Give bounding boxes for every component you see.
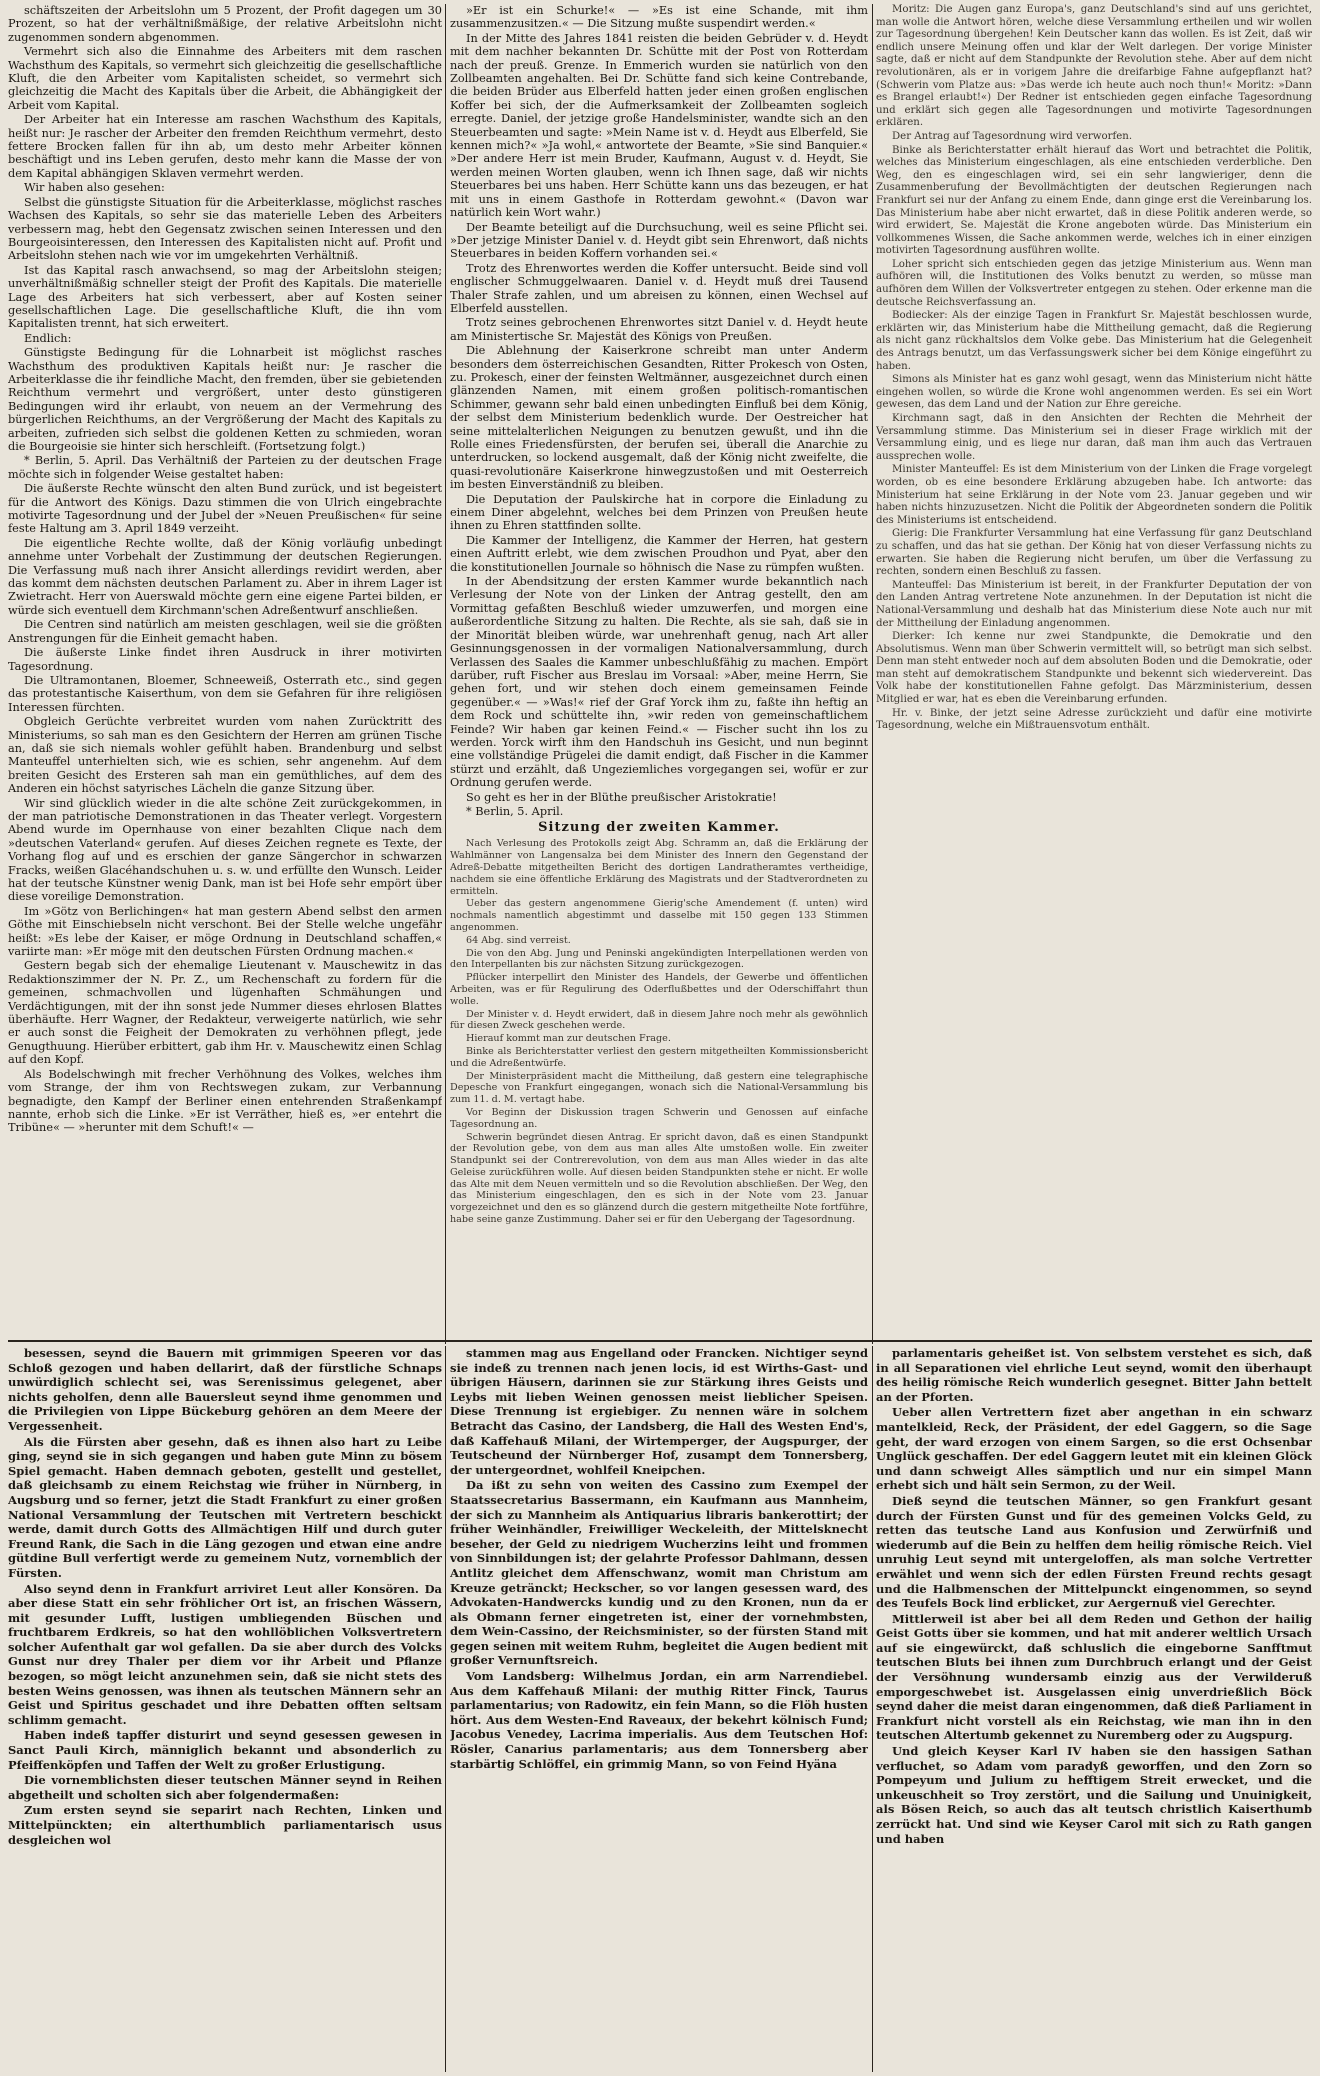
article-paragraph: Haben indeß tapffer disturirt und seynd gesessen gewesen in Sanct Pauli Kirch, männiglich bekannt und absonderlich zu Pfeiffenköpfen und Taffen der Welt zu großer Erlustigung. bbox=[8, 1728, 442, 1772]
article-paragraph: * Berlin, 5. April. bbox=[466, 804, 564, 818]
article-paragraph: Selbst die günstigste Situation für die Arbeiterklasse, möglichst rasches Wachsen des Kapitals, so sehr sie das materielle Leben des Arbeiters verbessern mag, hebt den Gegensatz zwischen seinen Interessen und den Bourgeoisinteressen, den Interessen des Kapitalisten nicht auf. Profit und Arbeitslohn stehen nach wie vor im umgekehrten Verhältniß. bbox=[8, 195, 442, 263]
column-3 bbox=[876, 4, 1312, 1344]
article-paragraph: Da ißt zu sehn von weiten des Cassino zum Exempel der Staatssecretarius Bassermann, ein Kaufmann aus Mannheim, der sich zu Mannheim als Antiquarius libraris bankerottirt; der früher Weinhändler, Freiwilliger Weckeleith, der Mittelsknecht beseher, der Geld zu niedrigem Wucherzins leiht und frommen von Sinnbildungen ist; der gelahrte Professor Dahlmann, dessen Antlitz gleichet dem Affenschwanz, womit man Christum am Kreuze getränckt; Heckscher, so vor langen gesessen ward, des Advokaten-Handwercks kundig und zu den Kronen, nun da er als Obmann ferner eingetreten ist, einer der vornehmbsten, dem Wein-Cassino, der Reichsminister, so der fürsten Stand mit gegen seinen mit weitem Ruhm, begleitet die Augen bedient mit großer Vernunftsreich. bbox=[450, 1478, 868, 1668]
column-rule bbox=[445, 1346, 446, 2072]
column-rule bbox=[445, 4, 446, 1344]
article-paragraph: Dieß seynd die teutschen Männer, so gen Frankfurt gesant durch der Fürsten Gunst und für des gemeinen Volcks Geld, zu retten das teutsche Land aus Konfusion und Zerwürfniß und wiederumb auf die Bein zu helffen dem heilig römische Reich. Viel unruhig Leut seynd mit untergeloffen, als man solche Vertretter erwählet und wenn sich der edlen Fürsten Freund rechts gesagt und die Halbmenschen der Mittelpunckt eingenommen, so seynd des Teufels Bock lind erblicket, zur Aergernuß viel Gerechter. bbox=[876, 1493, 1312, 1611]
article-paragraph: Simons als Minister hat es ganz wohl gesagt, wenn das Ministerium nicht hätte eingehen wollen, so würde die Krone wohl angenommen werden. Es sei ein Wort gewesen, das dem Land und der Nation zur Ehre gereiche. bbox=[876, 374, 1312, 411]
article-paragraph: Der Ministerpräsident macht die Mittheilung, daß gestern eine telegraphische Depesche von Frankfurt eingegangen, wonach sich die National-Versammlung bis zum 11. d. M. vertagt habe. bbox=[450, 1070, 868, 1106]
article-paragraph: Trotz seines gebrochenen Ehrenwortes sitzt Daniel v. d. Heydt heute am Ministertische Sr. Majestät des Königs von Preußen. bbox=[450, 316, 868, 343]
article-paragraph: Also seynd denn in Frankfurt arriviret Leut aller Konsören. Da aber diese Statt ein sehr fröhlicher Ort ist, an frischen Wässern, mit gesunder Lufft, lustigen umbliegenden Büschen und fruchtbarem Erdkreis, so hat den wohllöblichen Volksvertretern solcher Aufenthalt gar wol gefallen. Da sie aber durch des Volcks Gunst nur drey Thaler per diem vor ihr Arbeit und Pflanze bezogen, so mögt leicht anzunehmen sein, daß sie nicht stets des besten Weins genossen, was ihnen als teutschen Männern sehr an Geist und Spiritus geschadet und ihre Debatten offten seltsam schlimm gemacht. bbox=[8, 1581, 442, 1727]
section-heading: Sitzung der zweiten Kammer. bbox=[538, 820, 780, 836]
article-paragraph: Binke als Berichterstatter erhält hierauf das Wort und betrachtet die Politik, welches das Ministerium eingeschlagen, als eine entschieden verderbliche. Den Weg, den es eingeschlagen wird, sei ein sehr langwieriger, denn die Zusammenberufung der Bevollmächtigten der deutschen Regierungen nach Frankfurt sei nur der Anfang zu einem Ende, dann ginge erst die Vereinbarung los. Das Ministerium habe aber nicht erwartet, daß in diese Politik anderen werde, so wird erwidert, Se. Majestät die Krone angeboten würde. Das Ministerium ein vollkommenes Wissen, die Sache ankommen werde, welches ich in einer einzigen motivirten Tagesordnung ausführen wollte. bbox=[876, 144, 1312, 257]
article-paragraph: Schwerin begründet diesen Antrag. Er spricht davon, daß es einen Standpunkt der Revolution gebe, von dem aus man alles Alte umstoßen wolle. Ein zweiter Standpunkt sei der Contrerevolution, von dem aus man Alles wieder in das alte Geleise zurückführen wolle. Auf diesen beiden Standpunkten stehe er nicht. Er wolle das Alte mit dem Neuen vermitteln und so die Revolution abschließen. Der Weg, den das Ministerium eingeschlagen, den es sich in der Note vom 23. Januar vorgezeichnet und den es so glänzend durch die gestern mitgetheilte Note fortführe, habe seine ganze Zustimmung. Daher sei er für den Uebergang der Tagesordnung. bbox=[450, 1131, 868, 1226]
article-paragraph: Moritz: Die Augen ganz Europa's, ganz Deutschland's sind auf uns gerichtet, man wolle die Antwort hören, welche diese Versammlung ertheilen und wir wollen zur Tagesordnung übergehen! Kein Deutscher kann das wollen. Es ist Zeit, daß wir endlich unsere Meinung offen und klar der Welt darlegen. Der vorige Minister sagte, daß er nicht auf dem Standpunkte der Revolution stehe. Aber auf dem nicht revolutionären, als er in vorigem Jahre die dreifarbige Fahne aufgepflanzt hat? (Schwerin vom Platze aus: »Das werde ich heute auch noch thun!« Moritz: »Dann es Brangel erlaubt!«) Der Redner ist entschieden gegen einfache Tagesordnung und erklärt sich gegen alle Tagesordnungen und motivirte Tagesordnungen erklären. bbox=[876, 4, 1312, 129]
article-paragraph: Obgleich Gerüchte verbreitet wurden vom nahen Zurücktritt des Ministeriums, so sah man es den Gesichtern der Herren am grünen Tische an, daß sie sich niemals wohler gefühlt haben. Brandenburg und selbst Manteuffel unterhielten sich, wie es schien, sehr angenehm. Auf dem breiten Gesicht des Ersteren sah man ein gemüthliches, auf dem des Anderen ein höchst satyrisches Lächeln die ganze Sitzung über. bbox=[8, 715, 442, 796]
article-paragraph: besessen, seynd die Bauern mit grimmigen Speeren vor das Schloß gezogen und haben dellarirt, daß der fürstliche Schnaps unwürdiglich schlecht sei, was Serenissimus gelegenet, aber nichts geholfen, denn alle Bauersleut seynd ihme genommen und die Privilegien von Lippe Bückeburg gehören an dem Meere der Vergessenheit. bbox=[8, 1346, 442, 1433]
article-paragraph: Als Bodelschwingh mit frecher Verhöhnung des Volkes, welches ihm vom Strange, der ihm von Rechtswegen zukam, zur Verbannung begnadigte, den Kampf der Berliner einen entehrenden Straßenkampf nannte, erhob sich die Linke. »Er ist Verräther, hieß es, »er entehrt die Tribüne« — »herunter mit dem Schuft!« — bbox=[8, 1067, 442, 1135]
article-paragraph: Vor Beginn der Diskussion tragen Schwerin und Genossen auf einfache Tagesordnung an. bbox=[450, 1106, 868, 1130]
article-paragraph: Die Deputation der Paulskirche hat in corpore die Einladung zu einem Diner abgelehnt, welches bei dem Prinzen von Preußen heute ihnen zu Ehren stattfinden sollte. bbox=[450, 492, 868, 533]
article-paragraph: Günstigste Bedingung für die Lohnarbeit ist möglichst rasches Wachsthum des produktiven Kapitals heißt nur: Je rascher die Arbeiterklasse die ihr feindliche Macht, den fremden, über sie gebietenden Reichthum vermehrt und vergrößert, unter desto günstigeren Bedingungen wird ihr erlaubt, von neuem an der Vermehrung des bürgerlichen Reichthums, an der Vergrößerung der Macht des Kapitals zu arbeiten, zufrieden sich selbst die goldenen Ketten zu schmieden, woran die Bourgeoisie sie hinter sich herschleift. (Fortsetzung folgt.) bbox=[8, 346, 442, 453]
article-paragraph: Ueber allen Vertrettern fizet aber angethan in ein schwarz mantelkleid, Reck, der Präsident, der edel Gaggern, so die Sage geht, der ward erzogen von einem Sargen, so die erst Ochsenbar Unglück geschaffen. Der edel Gaggern leutet mit ein kleinen Glöck und dann schweigt Alles sämptlich und nur ein simpel Mann erhebt sich und hält sein Sermon, zu der Weil. bbox=[876, 1405, 1312, 1493]
article-paragraph: Als die Fürsten aber gesehn, daß es ihnen also hart zu Leibe ging, seynd sie in sich gegangen und haben gute Minn zu bösem Spiel gemacht. Haben demnach geboten, gestellt und gestellet, daß gleichsamb zu einem Reichstag wie früher in Nürnberg, in Augsburg und so ferner, jetzt die Stadt Frankfurt zu einer großen National Versammlung der Teutschen mit Vertretern beschickt werde, damit durch Gotts des Allmächtigen Hilf und durch guter Freund Rank, die Sach in die Läng gezogen und etwan eine andre gütdine Bull verfertigt werde zu gemeinem Nutz, vornemblich der Fürsten. bbox=[8, 1434, 442, 1580]
article-paragraph: Bodiecker: Als der einzige Tagen in Frankfurt Sr. Majestät beschlossen wurde, erklärten wir, das Ministerium habe die Mittheilung gemacht, daß die Regierung als nicht ganz rückhaltslos dem Volke gebe. Das Ministerium hat die Gelegenheit des Antrags benutzt, um das Verfassungswerk sicher bei dem Könige eingeführt zu haben. bbox=[876, 310, 1312, 372]
article-paragraph: In der Mitte des Jahres 1841 reisten die beiden Gebrüder v. d. Heydt mit dem nachher bekannten Dr. Schütte mit der Post von Rotterdam nach der preuß. Grenze. In Emmerich wurden sie natürlich von den Zollbeamten angehalten. Bei Dr. Schütte fand sich keine Contrebande, die beiden Brüder aus Elberfeld hatten jeder einen großen englischen Koffer bei sich, der die Aufmerksamkeit der Zollbeamten sogleich erregte. Daniel, der jetzige große Handelsminister, wandte sich an den Steuerbeamten und sagte: »Mein Name ist v. d. Heydt aus Elberfeld, Sie kennen mich?« »Ja wohl,« antwortete der Beamte, »Sie sind Banquier.« »Der andere Herr ist mein Bruder, Kaufmann, August v. d. Heydt, Sie werden meinen Worten glauben, wenn ich Ihnen sage, daß wir nichts Steuerbares bei uns haben. Herr Schütte kann uns das bezeugen, er hat mit uns in einem Gasthofe in Rotterdam gewohnt.« (Davon war natürlich kein Wort wahr.) bbox=[450, 31, 868, 220]
article-paragraph: Ueber das gestern angenommene Gierig'sche Amendement (f. unten) wird nochmals namentlich abgestimmt und dasselbe mit 150 gegen 133 Stimmen angenommen. bbox=[450, 898, 868, 933]
article-paragraph: Hierauf kommt man zur deutschen Frage. bbox=[466, 1033, 671, 1045]
article-paragraph: Die vornemblichsten dieser teutschen Männer seynd in Reihen abgetheilt und scholten sich aber folgendermaßen: bbox=[8, 1773, 442, 1802]
article-paragraph: Endlich: bbox=[24, 331, 72, 345]
article-paragraph: Die äußerste Rechte wünscht den alten Bund zurück, und ist begeistert für die Antwort des Königs. Dazu stimmen die von Ulrich eingebrachte motivirte Tagesordnung und der Jubel der »Neuen Preußischen« für seine feste Haltung am 3. April 1849 verzeiht. bbox=[8, 482, 442, 536]
article-paragraph: Pflücker interpellirt den Minister des Handels, der Gewerbe und öffentlichen Arbeiten, was er für Regulirung des Oderflußbettes und der Oderschiffahrt thun wolle. bbox=[450, 972, 868, 1007]
article-paragraph: Die eigentliche Rechte wollte, daß der König vorläufig unbedingt annehme unter Vorbehalt der Zustimmung der deutschen Regierungen. Die Verfassung muß nach ihrer Ansicht allerdings revidirt werden, aber das kommt dem nächsten deutschen Parlament zu. Aber in ihrem Lager ist Zwietracht. Herr von Auerswald möchte gern eine eigene Partei bilden, er würde sich eventuell dem Kirchmann'schen Adreßentwurf anschließen. bbox=[8, 536, 442, 617]
article-paragraph: »Er ist ein Schurke!« — »Es ist eine Schande, mit ihm zusammenzusitzen.« — Die Sitzung mußte suspendirt werden.« bbox=[450, 4, 868, 31]
article-paragraph: Gestern begab sich der ehemalige Lieutenant v. Mauschewitz in das Redaktionszimmer der N. Pr. Z., um Rechenschaft zu fordern für die gemeinen, schmachvollen und lügenhaften Schmähungen und Verdächtigungen, mit der ihn sonst jede Nummer dieses ehrlosen Blattes überhäufte. Herr Wagner, der Redakteur, verweigerte natürlich, wie sehr er auch sonst die Feigheit der Demokraten zu verhöhnen pflegt, jede Genugthuung. Hierüber erbittert, gab ihm Hr. v. Mauschewitz einen Schlag auf den Kopf. bbox=[8, 959, 442, 1067]
article-paragraph: * Berlin, 5. April. Das Verhältniß der Parteien zu der deutschen Frage möchte sich in folgender Weise gestaltet haben: bbox=[8, 454, 442, 481]
article-paragraph: Im »Götz von Berlichingen« hat man gestern Abend selbst den armen Göthe mit Einschiebseln nicht verschont. Bei der Stelle welche ungefähr heißt: »Es lebe der Kaiser, er möge Ordnung in Deutschland schaffen,« variirte man: »Er möge mit den deutschen Fürsten Ordnung machen.« bbox=[8, 904, 442, 959]
column-rule bbox=[872, 1346, 873, 2072]
article-paragraph: Wir haben also gesehen: bbox=[24, 181, 165, 195]
article-paragraph: Binke als Berichterstatter verliest den gestern mitgetheilten Kommissionsbericht und die Adreßentwürfe. bbox=[450, 1045, 868, 1069]
article-paragraph: parlamentaris geheißet ist. Von selbstem verstehet es sich, daß in all Separationen viel ehrliche Leut seynd, womit den überhaupt des heilig römische Reich wunderlich gesegnet. Bitter Jahn bettelt an der Pforten. bbox=[876, 1346, 1312, 1404]
article-paragraph: Minister Manteuffel: Es ist dem Ministerium von der Linken die Frage vorgelegt worden, ob es eine besondere Erklärung abzugeben habe. Ich antworte: das Ministerium hat seine Erklärung in der Note vom 23. Januar gegeben und wir haben nichts hinzuzusetzen. Nicht die Politik der Abgeordneten sondern die Politik des Ministeriums ist entscheidend. bbox=[876, 464, 1312, 526]
article-paragraph: Der Arbeiter hat ein Interesse am raschen Wachsthum des Kapitals, heißt nur: Je rascher der Arbeiter den fremden Reichthum vermehrt, desto fettere Brocken fallen für ihn ab, um desto mehr Arbeiter können beschäftigt und ins Leben gerufen, desto mehr kann die Masse der von dem Kapital abhängigen Sklaven vermehrt werden. bbox=[8, 113, 442, 180]
article-paragraph: 64 Abg. sind verreist. bbox=[466, 934, 571, 946]
feuilleton-column-1 bbox=[8, 1346, 442, 2072]
article-paragraph: Vom Landsberg: Wilhelmus Jordan, ein arm Narrendiebel. Aus dem Kaffehauß Milani: der muthig Ritter Finck, Taurus parlamentarius; von Radowitz, ein fein Mann, so die Flöh husten hört. Aus dem Westen-End Raveaux, der bekehrt kölnisch Fund; Jacobus Venedey, Lacrima imperialis. Aus dem Teutschen Hof: Rösler, Canarius parlamentaris; aus dem Tonnersberg aber starbärtig Schlöffel, ein grimmig Mann, so von Feind Hyäna bbox=[450, 1669, 868, 1771]
column-2 bbox=[450, 4, 868, 1344]
feuilleton-section bbox=[8, 1346, 1312, 2072]
article-paragraph: schäftszeiten der Arbeitslohn um 5 Prozent, der Profit dagegen um 30 Prozent, so hat der verhältnißmäßige, der relative Arbeitslohn nicht zugenommen sondern abgenommen. bbox=[8, 4, 442, 44]
article-paragraph: Dierker: Ich kenne nur zwei Standpunkte, die Demokratie und den Absolutismus. Wenn man über Schwerin vermittelt will, so betrügt man sich selbst. Denn man steht entweder noch auf dem absoluten Boden und die Demokratie, oder man steht auf demokratischem Standpunkte und bekennt sich wiedervereint. Das Volk habe der konstitutionellen Fahne gefolgt. Das Märzministerium, dessen Mitglied er war, hat es eben die Vereinbarung erfunden. bbox=[876, 631, 1312, 706]
article-paragraph: Der Antrag auf Tagesordnung wird verworfen. bbox=[892, 130, 1133, 142]
article-paragraph: In der Abendsitzung der ersten Kammer wurde bekanntlich nach Verlesung der Note von der Linken der Antrag gestellt, den am Vormittag gefaßten Beschluß wieder umzuwerfen, und morgen eine außerordentliche Sitzung zu halten. Die Rechte, als sie sah, daß sie in der Minorität bleiben würde, war unehrenhaft genug, nach Art aller Gesinnungsgenossen in der vormaligen Nationalversammlung, durch Verlassen des Saales die Kammer unbeschlußfähig zu machen. Empört darüber, ruft Fischer aus Breslau im Vorsaal: »Aber, meine Herrn, Sie gehen fort, und wir stehen doch einem gemeinsamen Feinde gegenüber.« — »Was!« rief der Graf Yorck ihm zu, faßte ihn heftig an dem Rock und schüttelte ihn, »wir reden von gemeinschaftlichem Feinde? Wir haben gar keinen Feind.« — Fischer sucht ihn los zu werden. Yorck wirft ihm den Handschuh ins Gesicht, und nun beginnt eine vollständige Prügelei die damit endigt, daß Fischer in die Kammer stürzt und erzählt, daß Ungeziemliches vorgegangen sei, wofür er zur Ordnung gerufen werde. bbox=[450, 575, 868, 790]
article-paragraph: Der Beamte beteiligt auf die Durchsuchung, weil es seine Pflicht sei. »Der jetzige Minister Daniel v. d. Heydt gibt sein Ehrenwort, daß nichts Steuerbares in beiden Koffern vorhanden sei.« bbox=[450, 220, 868, 261]
column-rule bbox=[872, 4, 873, 1344]
article-paragraph: Manteuffel: Das Ministerium ist bereit, in der Frankfurter Deputation der von den Landen Antrag vertretene Note anzunehmen. In der Deputation ist nicht die National-Versammlung und deshalb hat das Ministerium diese Note auch nur mit der Mittheilung der Einladung angenommen. bbox=[876, 579, 1312, 629]
article-paragraph: Kirchmann sagt, daß in den Ansichten der Rechten die Mehrheit der Versammlung stimme. Das Ministerium sei in dieser Frage wirklich mit der Versammlung einig, und es liege nur daran, daß man ihm auch das Vertrauen aussprechen wolle. bbox=[876, 413, 1312, 462]
article-paragraph: Loher spricht sich entschieden gegen das jetzige Ministerium aus. Wenn man aufhören will, die Institutionen des Volks benutzt zu werden, so müsse man aufhören dem Willen der Volksvertreter entgegen zu stehen. Oder erkenne man die deutsche Reichsverfassung an. bbox=[876, 258, 1312, 308]
article-paragraph: Trotz des Ehrenwortes werden die Koffer untersucht. Beide sind voll englischer Schmuggelwaaren. Daniel v. d. Heydt muß drei Tausend Thaler Strafe zahlen, und um abreisen zu können, einen Wechsel auf Elberfeld ausstellen. bbox=[450, 261, 868, 315]
article-paragraph: Die Kammer der Intelligenz, die Kammer der Herren, hat gestern einen Auftritt erlebt, wie dem zwischen Proudhon und Pyat, aber den die konstitutionellen Journale so höhnisch die Nase zu rümpfen wußten. bbox=[450, 533, 868, 574]
section-divider bbox=[8, 1340, 1312, 1342]
article-paragraph: Die Centren sind natürlich am meisten geschlagen, weil sie die größten Anstrengungen für die Einheit gemacht haben. bbox=[8, 618, 442, 645]
article-paragraph: Nach Verlesung des Protokolls zeigt Abg. Schramm an, daß die Erklärung der Wahlmänner von Langensalza bei dem Minister des Innern den Gegenstand der Adreß-Debatte mitgetheilten Bericht des dortigen Landratheramtes vertheidige, nachdem sie eine öffentliche Erklärung des Magistrats und der Stadtverordneten zu ermitteln. bbox=[450, 838, 868, 897]
article-paragraph: Hr. v. Binke, der jetzt seine Adresse zurückzieht und dafür eine motivirte Tagesordnung, welche ein Mißtrauensvotum enthält. bbox=[876, 707, 1312, 732]
article-paragraph: Die äußerste Linke findet ihren Ausdruck in ihrer motivirten Tagesordnung. bbox=[8, 646, 442, 673]
article-paragraph: Wir sind glücklich wieder in die alte schöne Zeit zurückgekommen, in der man patriotische Demonstrationen in das Theater verlegt. Vorgestern Abend wurde im Opernhause von einer bezahlten Clique nach dem »deutschen Vaterland« gerufen. Auf dieses Zeichen regnete es Texte, der Vorhang flog auf und es erschien der ganze Sängerchor in schwarzen Fracks, weißen Glacéhandschuhen u. s. w. und erfüllte den Wunsch. Leider hat der teutsche Künstner wenig Dank, man ist bei Hofe sehr empört über diese voreilige Demonstration. bbox=[8, 796, 442, 904]
feuilleton-column-3 bbox=[876, 1346, 1312, 2072]
article-paragraph: Ist das Kapital rasch anwachsend, so mag der Arbeitslohn steigen; unverhältnißmäßig schneller steigt der Profit des Kapitals. Die materielle Lage des Arbeiters hat sich verbessert, aber auf Kosten seiner gesellschaftlichen Lage. Die gesellschaftliche Kluft, die ihn vom Kapitalisten trennt, hat sich erweitert. bbox=[8, 263, 442, 331]
upper-section bbox=[8, 4, 1312, 1344]
column-1 bbox=[8, 4, 442, 1344]
article-paragraph: Gierig: Die Frankfurter Versammlung hat eine Verfassung für ganz Deutschland zu schaffen, und das hat sie gethan. Der König hat von dieser Verfassung nichts zu erwarten. Sie haben die Regierung nicht berufen, um über die Verfassung zu rechten, sondern einen Beschluß zu fassen. bbox=[876, 528, 1312, 578]
article-paragraph: Vermehrt sich also die Einnahme des Arbeiters mit dem raschen Wachsthum des Kapitals, so vermehrt sich gleichzeitig die gesellschaftliche Kluft, die den Arbeiter vom Kapitalisten scheidet, so vermehrt sich gleichzeitig die Macht des Kapitals über die Arbeit, die Abhängigkeit der Arbeit vom Kapital. bbox=[8, 45, 442, 112]
article-paragraph: Und gleich Keyser Karl IV haben sie den hassigen Sathan verfluchet, so Adam vom paradyß geworffen, und den Zorn so Pompeyum und Julium zu hefftigem Streit erwecket, und die unkeuschheit so Troy zerstört, und die Sailung und Unuinigkeit, als Bösen Reich, so auch das alt teutsch christlich Kaiserthumb zerrückt hat. Und sind wie Keyser Carol mit sich zu Rath gangen und haben bbox=[876, 1744, 1312, 1846]
article-paragraph: Die von den Abg. Jung und Peninski angekündigten Interpellationen werden von den Interpellanten bis zur nächsten Sitzung zurückgezogen. bbox=[450, 947, 868, 971]
article-paragraph: Mittlerweil ist aber bei all dem Reden und Gethon der hailig Geist Gotts über sie kommen, und hat mit anderer weltlich Ursach auf sie eingewürckt, daß schluslich die eingeborne Sanfftmut teutschen Bluts bei ihnen zum Durchbruch erlangt und der Geist der Versöhnung wundersamb einzig aus der Verwilderuß emporgeschwebet ist. Ausgelassen einig unverdrießlich Böck seynd daher die meist daran eingenommen, daß dieß Parliament in Frankfurt nicht vorstell als ein Reichstag, wie man ihn in den teutschen Altertumb gekennet zu Nuremberg oder zu Augspurg. bbox=[876, 1611, 1312, 1743]
article-paragraph: So geht es her in der Blüthe preußischer Aristokratie! bbox=[466, 790, 777, 804]
article-paragraph: Die Ablehnung der Kaiserkrone schreibt man unter Anderm besonders dem österreichischen Gesandten, Ritter Prokesch von Osten, zu. Prokesch, einer der feinsten Weltmänner, ausgezeichnet durch einen glänzenden Namen, mit einem großen politisch-romantischen Schimmer, gewann sehr bald einen unbedingten Einfluß bei dem König, der selbst dem Ministerium bedenklich wurde. Der Oestreicher hat seine mittelalterlichen Neigungen zu benutzen gewußt, und ihn die Rolle eines Friedensfürsten, der berufen sei, überall die Anarchie zu unterdrucken, so lockend ausgemalt, daß der König nicht zweifelte, die quasi-revolutionäre Kaiserkrone hinwegzustoßen und mit Oesterreich im besten Einverständniß zu bleiben. bbox=[450, 344, 868, 492]
article-paragraph: Zum ersten seynd sie separirt nach Rechten, Linken und Mittelpünckten; ein alterthumblich parliamentarisch usus desgleichen wol bbox=[8, 1803, 442, 1847]
feuilleton-column-2 bbox=[450, 1346, 868, 2072]
article-paragraph: Die Ultramontanen, Bloemer, Schneeweiß, Osterrath etc., sind gegen das protestantische Kaiserthum, von dem sie Gefahren für ihre religiösen Interessen fürchten. bbox=[8, 673, 442, 714]
article-paragraph: stammen mag aus Engelland oder Francken. Nichtiger seynd sie indeß zu trennen nach jenen locis, id est Wirths-Gast- und übrigen Häusern, darinnen sie zur Stärkung ihres Geists und Leybs mit lieben Weinen genossen meist lieblicher Speisen. Diese Trennung ist ergiebiger. Zu nennen wäre in solchem Betracht das Casino, der Landsberg, die Hall des Westen End's, daß Kaffehauß Milani, der Wirtemperger, der Augspurger, der Teutscheund der Nürnberger Hof, zusampt dem Tonnersberg, der untergeordnet, wohlfeil Kneipchen. bbox=[450, 1346, 868, 1477]
article-paragraph: Der Minister v. d. Heydt erwidert, daß in diesem Jahre noch mehr als gewöhnlich für diesen Zweck geschehen werde. bbox=[450, 1008, 868, 1032]
